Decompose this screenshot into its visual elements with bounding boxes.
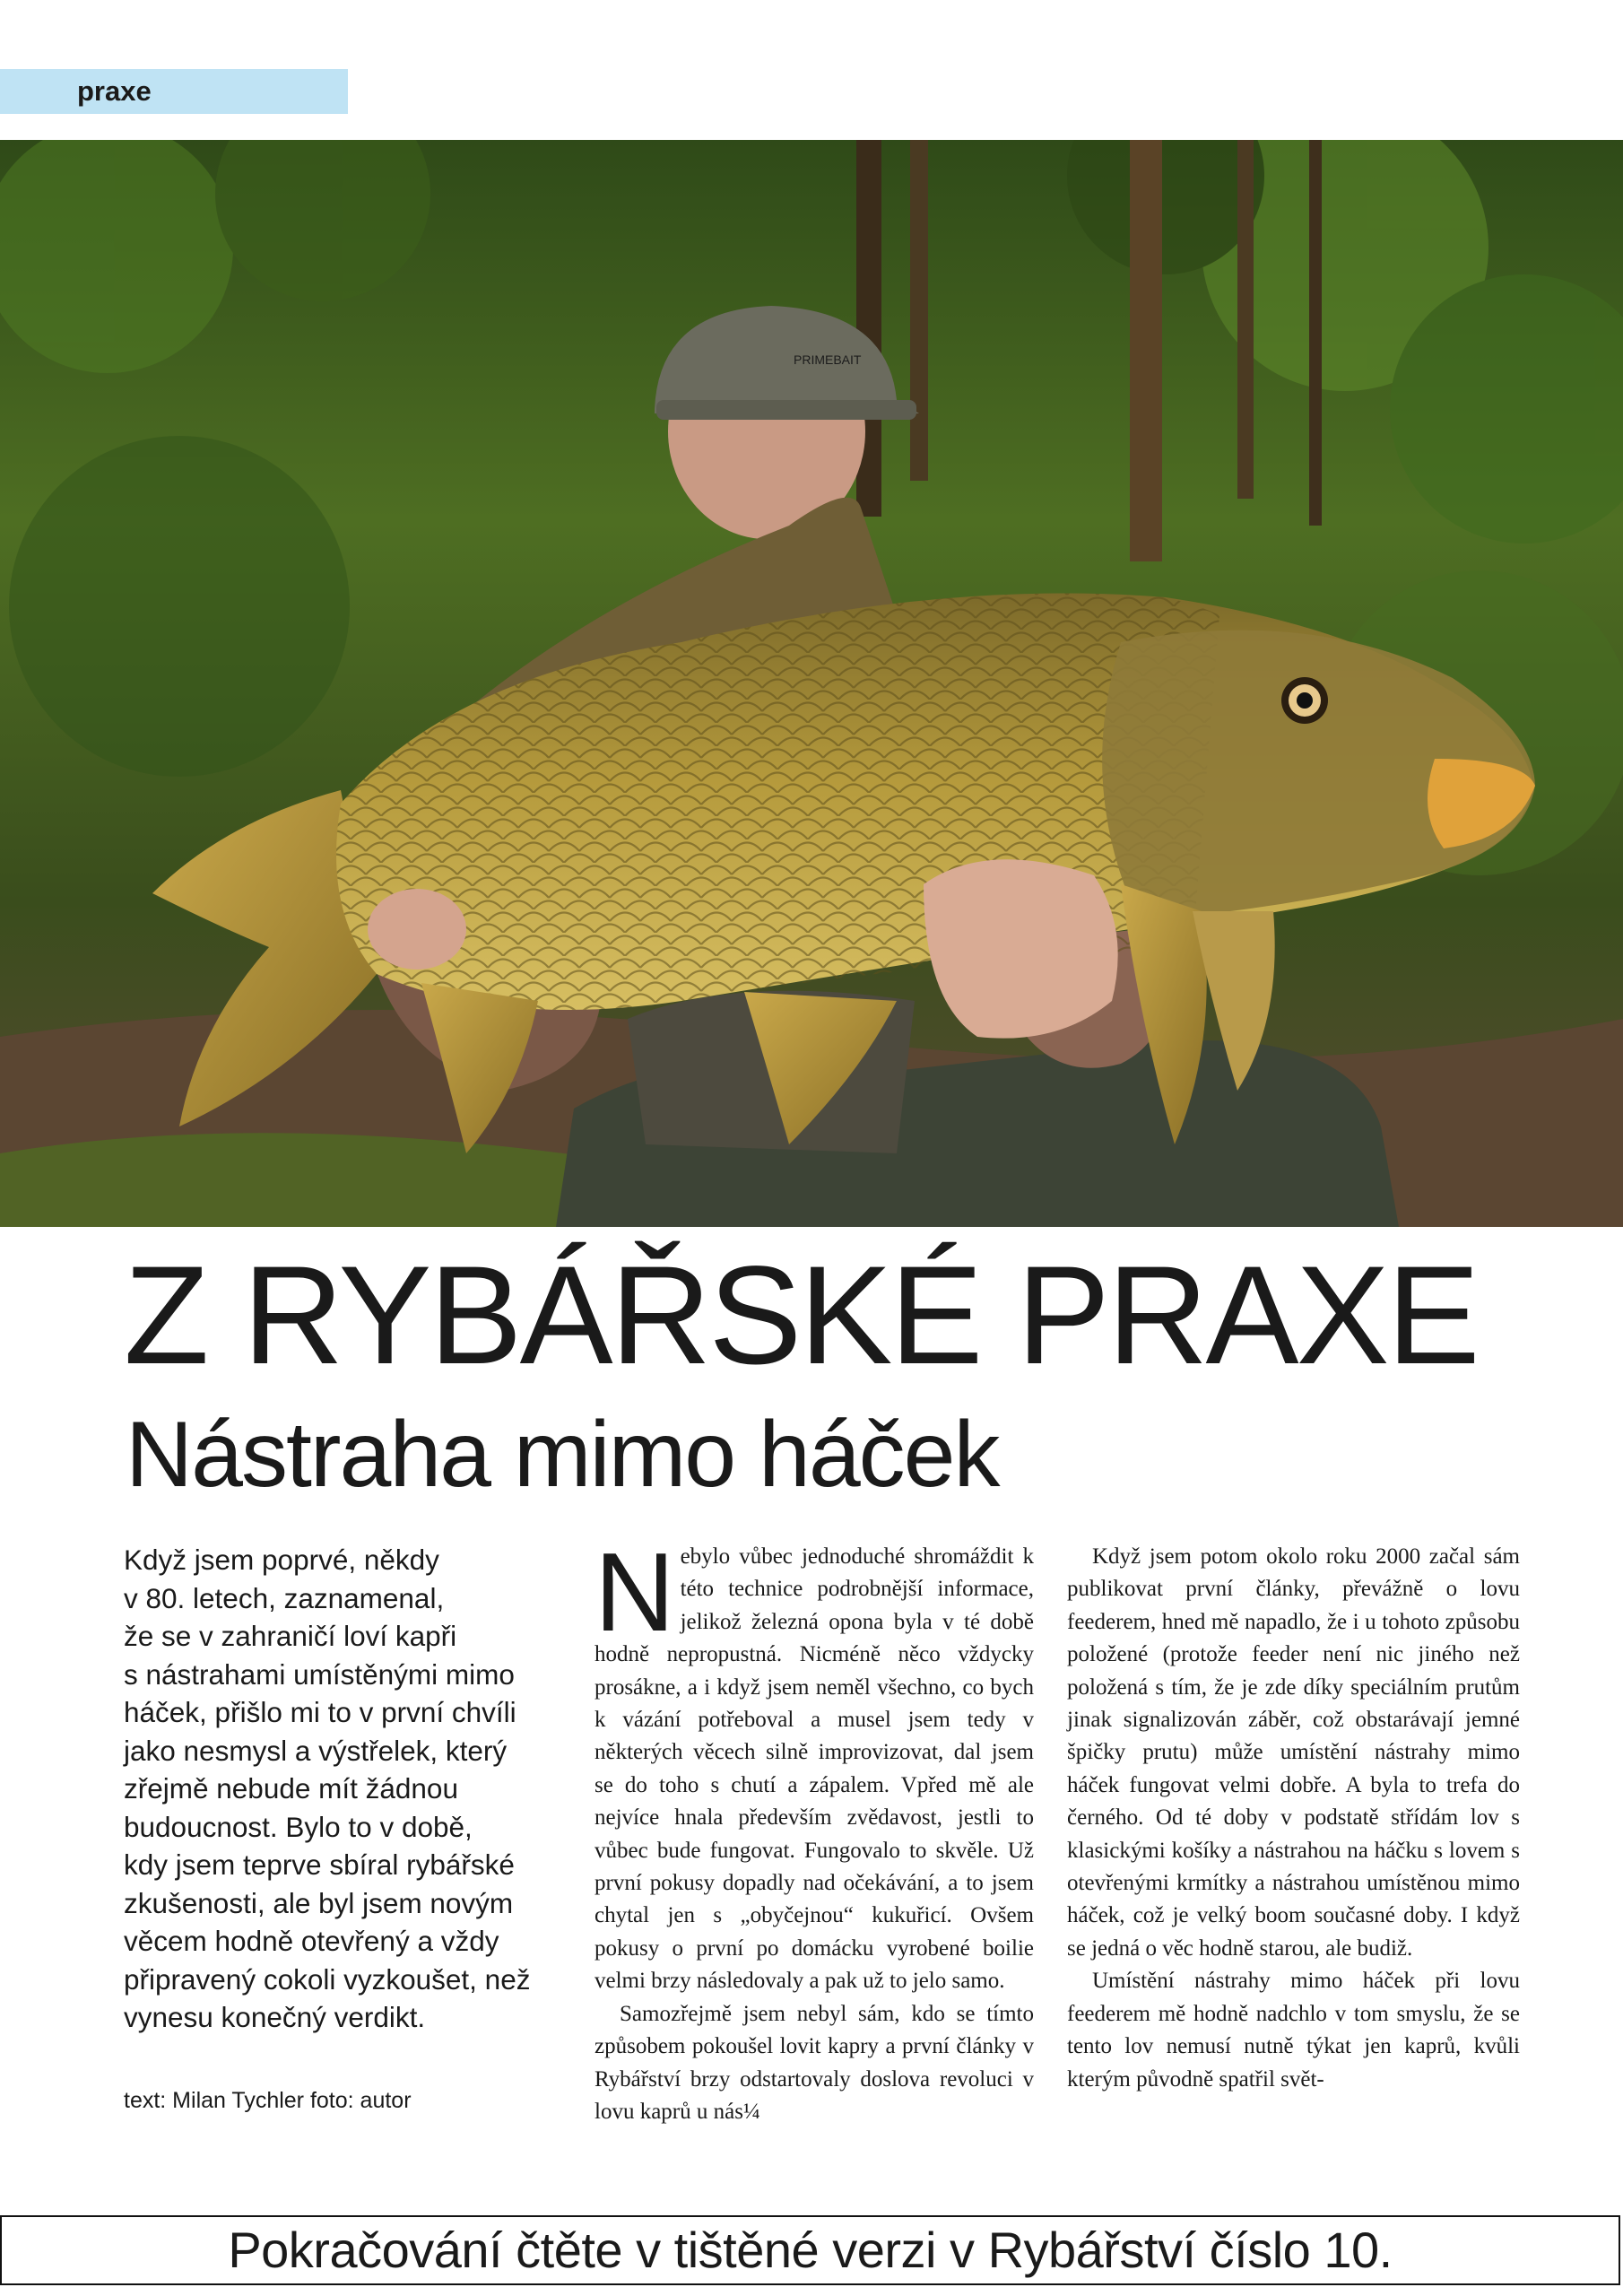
article-subtitle: Nástraha mimo háček xyxy=(126,1403,999,1507)
body-paragraph: Umístění nástrahy mimo háček při lovu feederem mě hodně nadchlo v tom smyslu, že se tento lov nemusí nutně týkat jen kaprů, kvůli kterým původně spatřil svět- xyxy=(1067,1969,1520,2092)
lead-paragraph: Když jsem poprvé, někdy v 80. letech, zaznamenal, že se v zahraničí loví kapři s nástrahami umístěnými mimo háček, přišlo mi to v první chvíli jako nesmysl a výstřelek, který zřejmě nebude mít žádnou budoucnost. Bylo to v době, kdy jsem teprve sbíral rybářské zkušenosti, ale byl jsem novým věcem hodně otevřený a vždy připravený cokoli vyzkoušet, než vynesu konečný verdikt. xyxy=(124,1544,531,2033)
body-column-2 xyxy=(595,1531,1034,2128)
drop-cap: N xyxy=(595,1531,675,1655)
body-column-3 xyxy=(1067,1541,1520,2096)
article-title: Z RYBÁŘSKÉ PRAXE xyxy=(124,1238,1478,1394)
hero-photo xyxy=(0,140,1623,1227)
continuation-banner: Pokračování čtěte v tištěné verzi v Rybářství číslo 10. xyxy=(0,2215,1620,2285)
body-paragraph: Když jsem potom okolo roku 2000 začal sám publikovat první články, převážně o lovu feederem, hned mě napadlo, že i u tohoto způsobu položené (protože feeder není nic jiného než položená s tím, že je zde díky speciálním prutům jinak signalizován záběr, což obstarávají jemné špičky prutu) může umístění nástrahy mimo háček fungovat velmi dobře. A byla to trefa do černého. Od té doby v podstatě střídám lov s klasickými košíky a nástrahou na háčku s lovem s otevřenými krmítky a nástrahou umístěnou mimo háček, což je velký boom současné doby. I když se jedná o věc hodně starou, ale budiž. xyxy=(1067,1544,1520,1961)
cap-logo: PRIMEBAIT xyxy=(794,352,862,367)
author-credit: text: Milan Tychler foto: autor xyxy=(124,2088,412,2113)
section-label: praxe xyxy=(0,69,348,114)
paragraph-text: ebylo vůbec jednoduché shromáždit k této technice podrobnější informace, jelikož železná opona byla v té době hodně nepropustná. Nicméně něco vždycky prosákne, a i když jsem neměl všechno, co bych k vázání potřeboval a musel jsem tedy v některých věcech silně improvizovat, dal jsem se do toho s chutí a zápalem. Vpřed mě ale nejvíce hnala především zvědavost, jestli to vůbec bude fungovat. Fungovalo to skvěle. Už první pokusy dopadly nad očekávání, a to jsem chytal jen s „obyčejnou“ kukuřicí. Ovšem pokusy o první po domácku vyrobené boilie velmi brzy následovaly a pak už to jelo samo. xyxy=(595,1544,1034,1994)
body-paragraph: Samozřejmě jsem nebyl sám, kdo se tímto způsobem pokoušel lovit kapry a první články v Rybářství brzy odstartovaly doslova revoluci v lovu kaprů u nás¼ xyxy=(595,2001,1034,2124)
body-paragraph xyxy=(595,1531,1034,1998)
